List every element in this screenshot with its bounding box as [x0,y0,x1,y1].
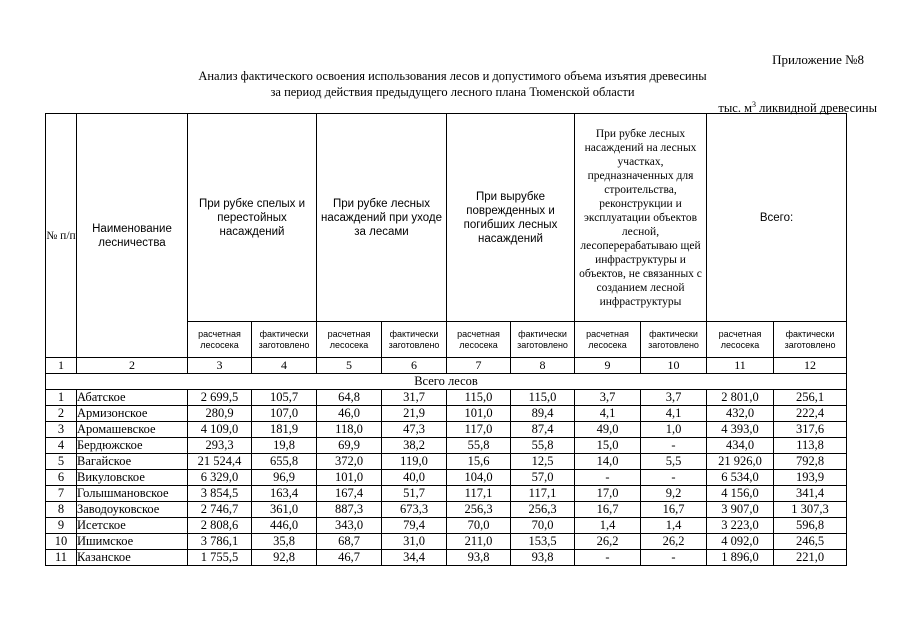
value-cell: 101,0 [447,406,511,422]
value-cell: 15,0 [575,438,641,454]
value-cell: 446,0 [252,518,317,534]
value-cell: 47,3 [382,422,447,438]
value-cell: 193,9 [774,470,847,486]
value-cell: 3 786,1 [188,534,252,550]
table-row [46,550,847,566]
value-cell: 1 307,3 [774,502,847,518]
value-cell: 246,5 [774,534,847,550]
value-cell: 6 534,0 [707,470,774,486]
value-cell: 68,7 [317,534,382,550]
value-cell: 9,2 [641,486,707,502]
value-cell: 14,0 [575,454,641,470]
value-cell: 21 926,0 [707,454,774,470]
column-number: 8 [511,358,575,374]
subheader-actual: фактически заготовлено [641,322,707,358]
section-title: Всего лесов [46,374,847,390]
row-number: 7 [46,486,77,502]
row-number: 11 [46,550,77,566]
value-cell: 163,4 [252,486,317,502]
value-cell: - [641,470,707,486]
value-cell: 26,2 [641,534,707,550]
value-cell: 1,4 [575,518,641,534]
value-cell: 3 223,0 [707,518,774,534]
value-cell: 596,8 [774,518,847,534]
value-cell: 119,0 [382,454,447,470]
value-cell: 79,4 [382,518,447,534]
table-row [46,406,847,422]
value-cell: 38,2 [382,438,447,454]
value-cell: 34,4 [382,550,447,566]
value-cell: 256,3 [511,502,575,518]
column-number: 6 [382,358,447,374]
value-cell: 181,9 [252,422,317,438]
value-cell: 31,7 [382,390,447,406]
header-group-5: Всего: [707,114,847,322]
value-cell: 1 896,0 [707,550,774,566]
forestry-name: Бердюжское [77,438,188,454]
column-number: 9 [575,358,641,374]
table-row [46,534,847,550]
value-cell: 222,4 [774,406,847,422]
value-cell: 655,8 [252,454,317,470]
value-cell: 434,0 [707,438,774,454]
value-cell: 17,0 [575,486,641,502]
row-number: 2 [46,406,77,422]
value-cell: 113,8 [774,438,847,454]
subheader-actual: фактически заготовлено [252,322,317,358]
table-row [46,422,847,438]
value-cell: 361,0 [252,502,317,518]
value-cell: 40,0 [382,470,447,486]
value-cell: 221,0 [774,550,847,566]
value-cell: 70,0 [511,518,575,534]
value-cell: 57,0 [511,470,575,486]
value-cell: 153,5 [511,534,575,550]
value-cell: 19,8 [252,438,317,454]
value-cell: 792,8 [774,454,847,470]
value-cell: 3 854,5 [188,486,252,502]
table-row [46,470,847,486]
value-cell: 4 109,0 [188,422,252,438]
subheader-actual: фактически заготовлено [382,322,447,358]
value-cell: 16,7 [575,502,641,518]
value-cell: 89,4 [511,406,575,422]
value-cell: 1,4 [641,518,707,534]
units-label: тыс. $м^3$ ликвидной древесины [718,100,877,116]
table-row [46,518,847,534]
value-cell: 117,0 [447,422,511,438]
value-cell: 117,1 [447,486,511,502]
forestry-name: Викуловское [77,470,188,486]
forestry-name: Аромашевское [77,422,188,438]
value-cell: 46,0 [317,406,382,422]
column-number: 7 [447,358,511,374]
table-body [46,390,847,566]
column-number: 12 [774,358,847,374]
value-cell: 92,8 [252,550,317,566]
value-cell: 2 808,6 [188,518,252,534]
value-cell: 2 801,0 [707,390,774,406]
value-cell: 12,5 [511,454,575,470]
forestry-name: Ишимское [77,534,188,550]
value-cell: 96,9 [252,470,317,486]
value-cell: 35,8 [252,534,317,550]
header-group-1: При рубке спелых и перестойных насаждений [188,114,317,322]
subheader-calculated: расчетная лесосека [575,322,641,358]
value-cell: 49,0 [575,422,641,438]
value-cell: 673,3 [382,502,447,518]
value-cell: 21,9 [382,406,447,422]
value-cell: 3 907,0 [707,502,774,518]
value-cell: 107,0 [252,406,317,422]
value-cell: 341,4 [774,486,847,502]
value-cell: 2 746,7 [188,502,252,518]
header-group-4: При рубке лесных насаждений на лесных участках, предназначенных для строительства, реконструкции и эксплуатации объектов лесной, лесоперерабатываю щей инфраструктуры и объектов, не связанных с созданием лесной инфраструктуры [575,114,707,322]
header-group-3: При вырубке поврежденных и погибших лесных насаждений [447,114,575,322]
value-cell: 4 393,0 [707,422,774,438]
value-cell: 31,0 [382,534,447,550]
document-title [0,68,905,100]
value-cell: 432,0 [707,406,774,422]
value-cell: 117,1 [511,486,575,502]
value-cell: 64,8 [317,390,382,406]
table-row [46,454,847,470]
value-cell: 6 329,0 [188,470,252,486]
value-cell: 4,1 [575,406,641,422]
subheader-calculated: расчетная лесосека [447,322,511,358]
row-number: 4 [46,438,77,454]
value-cell: 51,7 [382,486,447,502]
value-cell: 256,1 [774,390,847,406]
value-cell: 93,8 [511,550,575,566]
value-cell: 5,5 [641,454,707,470]
value-cell: 101,0 [317,470,382,486]
row-number: 10 [46,534,77,550]
value-cell: 3,7 [641,390,707,406]
value-cell: 55,8 [511,438,575,454]
column-number: 10 [641,358,707,374]
subheader-calculated: расчетная лесосека [188,322,252,358]
table-row [46,390,847,406]
forestry-name: Армизонское [77,406,188,422]
column-number: 1 [46,358,77,374]
column-number: 2 [77,358,188,374]
forestry-name: Вагайское [77,454,188,470]
subheader-calculated: расчетная лесосека [317,322,382,358]
value-cell: - [641,438,707,454]
value-cell: 4 156,0 [707,486,774,502]
title-line-2: за период действия предыдущего лесного плана Тюменской области [270,85,635,99]
value-cell: 70,0 [447,518,511,534]
forestry-name: Голышмановское [77,486,188,502]
value-cell: 372,0 [317,454,382,470]
appendix-label: Приложение №8 [772,52,864,67]
value-cell: 87,4 [511,422,575,438]
value-cell: 46,7 [317,550,382,566]
value-cell: - [575,470,641,486]
value-cell: 1,0 [641,422,707,438]
value-cell: 317,6 [774,422,847,438]
row-number: 9 [46,518,77,534]
row-number: 6 [46,470,77,486]
value-cell: 93,8 [447,550,511,566]
subheader-calculated: расчетная лесосека [707,322,774,358]
value-cell: 104,0 [447,470,511,486]
value-cell: 293,3 [188,438,252,454]
header-group-2: При рубке лесных насаждений при уходе за лесами [317,114,447,322]
value-cell: 118,0 [317,422,382,438]
data-table [45,113,847,566]
row-number: 8 [46,502,77,518]
value-cell: 15,6 [447,454,511,470]
value-cell: 4,1 [641,406,707,422]
value-cell: 1 755,5 [188,550,252,566]
value-cell: 69,9 [317,438,382,454]
forestry-name: Заводоуковское [77,502,188,518]
value-cell: 16,7 [641,502,707,518]
value-cell: - [575,550,641,566]
header-num: № п/п [46,114,77,358]
value-cell: 211,0 [447,534,511,550]
row-number: 1 [46,390,77,406]
value-cell: 887,3 [317,502,382,518]
subheader-actual: фактически заготовлено [774,322,847,358]
row-number: 3 [46,422,77,438]
value-cell: 55,8 [447,438,511,454]
value-cell: 167,4 [317,486,382,502]
title-line-1: Анализ фактического освоения использования лесов и допустимого объема изъятия древесины [198,69,707,83]
column-number: 4 [252,358,317,374]
row-number: 5 [46,454,77,470]
table-row [46,502,847,518]
subheader-actual: фактически заготовлено [511,322,575,358]
column-number: 5 [317,358,382,374]
value-cell: - [641,550,707,566]
value-cell: 21 524,4 [188,454,252,470]
value-cell: 2 699,5 [188,390,252,406]
table-row [46,438,847,454]
value-cell: 115,0 [511,390,575,406]
forestry-name: Абатское [77,390,188,406]
column-number: 3 [188,358,252,374]
table-row [46,486,847,502]
value-cell: 280,9 [188,406,252,422]
value-cell: 26,2 [575,534,641,550]
forestry-name: Исетское [77,518,188,534]
value-cell: 105,7 [252,390,317,406]
column-number: 11 [707,358,774,374]
header-name: Наименование лесничества [77,114,188,358]
value-cell: 3,7 [575,390,641,406]
value-cell: 115,0 [447,390,511,406]
column-number-row [46,358,847,374]
value-cell: 343,0 [317,518,382,534]
value-cell: 256,3 [447,502,511,518]
forestry-name: Казанское [77,550,188,566]
value-cell: 4 092,0 [707,534,774,550]
